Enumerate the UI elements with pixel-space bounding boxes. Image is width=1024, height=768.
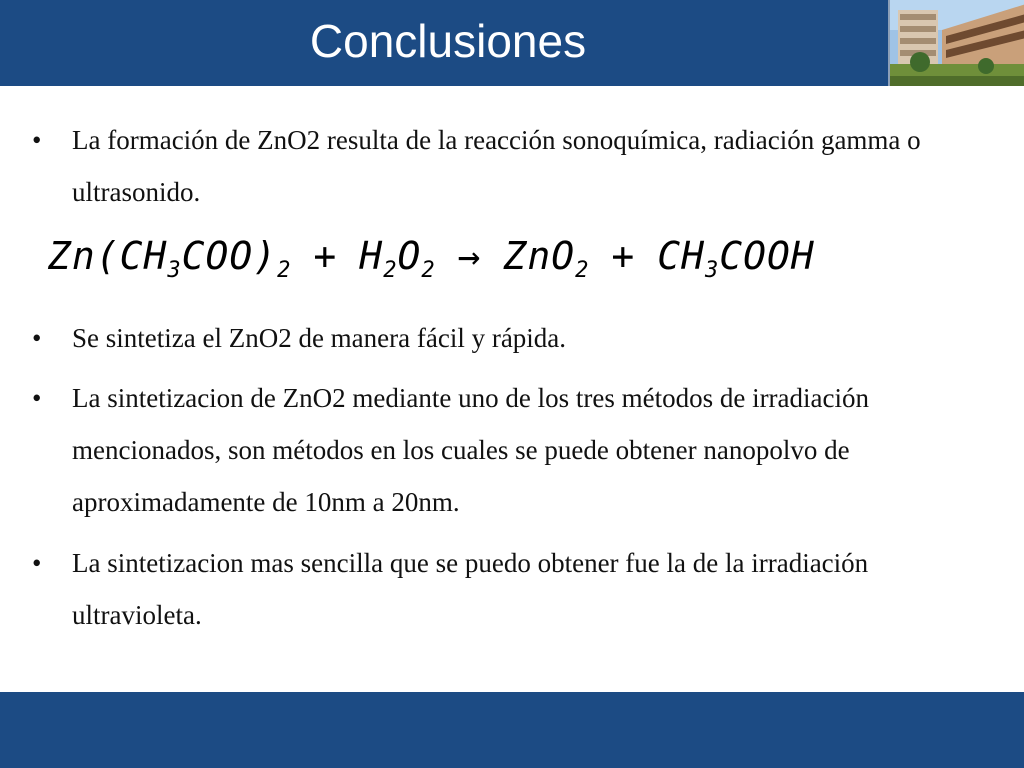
equation-plus: + xyxy=(313,234,338,278)
equation-product-zinc-peroxide: ZnO$_2$ xyxy=(503,234,590,283)
bullet-dot: • xyxy=(32,383,42,413)
slide-title: Conclusiones xyxy=(309,15,587,67)
bullet-text: La sintetizacion de ZnO2 mediante uno de los tres métodos de irradiación mencionados, son métodos en los cuales se puede obtener nanopolvo de aproximadamente de 10nm a 20nm. xyxy=(72,383,870,517)
equation-plus: + xyxy=(611,234,636,278)
bullet-item-3 xyxy=(32,372,932,528)
bullet-text: Se sintetiza el ZnO2 de manera fácil y rápida. xyxy=(72,323,567,353)
bullet-dot: • xyxy=(32,125,42,155)
equation-reactant-hydrogen-peroxide: $H_2O_2$ xyxy=(359,234,436,283)
bullet-item-4 xyxy=(32,537,932,641)
equation-arrow: → xyxy=(457,234,482,278)
equation-product-acetic-acid: $CH_3COOH$ xyxy=(657,234,815,283)
building-photo-image xyxy=(890,0,1024,86)
bullet-dot: • xyxy=(32,548,42,578)
chemical-equation xyxy=(48,228,968,284)
header-building-photo xyxy=(888,0,1024,86)
bullet-text: La formación de ZnO2 resulta de la reacción sonoquímica, radiación gamma o ultrasonido. xyxy=(72,125,921,207)
bullet-dot: • xyxy=(32,323,42,353)
header-bar xyxy=(0,0,1024,86)
equation-reactant-zinc-acetate: $Zn(CH_3COO)_2$ xyxy=(48,234,292,283)
footer-bar xyxy=(0,692,1024,768)
bullet-text: La sintetizacion mas sencilla que se puedo obtener fue la de la irradiación ultravioleta. xyxy=(72,548,869,630)
bullet-item-1 xyxy=(32,114,932,218)
bullet-item-2 xyxy=(32,312,932,364)
